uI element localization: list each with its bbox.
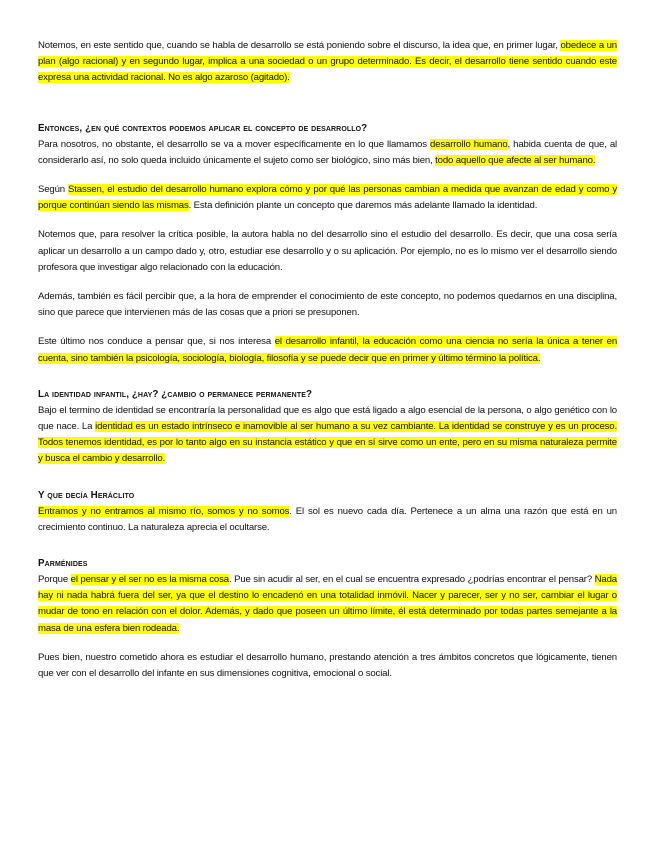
paragraph-identidad: Bajo el termino de identidad se encontraría la personalidad que es algo que está ligado a algo esencial de la persona, o algo genético con lo que nace. La identidad es un estado intrínseco e inamovible al ser humano a su vez cambiante. La identidad se construye y es un proceso. Todos tenemos identidad, es por lo tanto algo en su instancia estático y que en sí sirve como un ente, pero en su misma naturaleza permite y busca el cambio y desarrollo. xyxy=(38,404,617,465)
paragraph-desarrollo-infantil: Este último nos conduce a pensar que, si nos interesa el desarrollo infantil, la educación como una ciencia no sería la única a tener en cuenta, sino también la psicología, sociología, biología, filosofía y se puede decir que en primer y último término la política. xyxy=(38,336,617,364)
paragraph-heraclito: Entramos y no entramos al mismo río, somos y no somos. El sol es nuevo cada día. Pertenece a un alma una razón que está en un crecimiento continuo. La naturaleza aprecia el ocultarse. xyxy=(38,505,617,533)
paragraph-disciplina: Además, también es fácil percibir que, a la hora de emprender el conocimiento de este concepto, no podemos quedarnos en una disciplina, sino que parece que intervienen más de las cosas que a priori se presuponen. xyxy=(38,291,617,319)
paragraph-parmenides: Porque el pensar y el ser no es la misma cosa. Pue sin acudir al ser, en el cual se encuentra expresado ¿podrías encontrar el pensar? Nada hay ni nada habrá fuera del ser, ya que el destino lo encadenó en una totalidad inmóvil. Nacer y parecer, ser y no ser, cambiar el lugar o mudar de tono en relación con el dolor. Además, y dado que poseen un último límite, él está determinado por todas partes semejante a la masa de una esfera bien rodeada. xyxy=(38,574,617,634)
highlight: desarrollo humano xyxy=(430,138,508,150)
paragraph-cometido: Pues bien, nuestro cometido ahora es estudiar el desarrollo humano, prestando atención a tres ámbitos concretos que lógicamente, tienen que ver con el desarrollo del infante en sus dimensiones cognitiva, emocional o social. xyxy=(38,651,617,680)
paragraph-desarrollo-plan: Notemos, en este sentido que, cuando se habla de desarrollo se está poniendo sobre el discurso, la idea que, en primer lugar, obedece a un plan (algo racional) y en segundo lugar, implica a una sociedad o un grupo determinado. Es decir, el desarrollo tiene sentido cuando este expresa una actividad racional. No es algo azaroso (agitado). xyxy=(38,40,617,84)
highlight: el pensar y el ser no es la misma cosa xyxy=(70,574,229,586)
highlight: identidad es un estado intrínseco e inamovible al ser humano a su vez cambiante. La identidad se construye y es un proceso. Todos tenemos identidad, es por lo tanto algo en su instancia estático y que en sí sirve como un ente, pero en su misma naturaleza permite y busca el cambio y desarrollo. xyxy=(38,421,617,465)
paragraph-stassen: Según Stassen, el estudio del desarrollo humano explora cómo y por qué las personas cambian a medida que avanzan de edad y como y porque continúan siendo las mismas. Esta definición plante un concepto que daremos más adelante llamado la identidad. xyxy=(38,184,617,212)
highlight: Stassen, el estudio del desarrollo humano explora cómo y por qué las personas cambian a medida que avanzan de edad y como y porque continúan siendo las mismas xyxy=(38,184,617,212)
paragraph-critica: Notemos que, para resolver la crítica posible, la autora habla no del desarrollo sino el estudio del desarrollo. Es decir, que una cosa sería aplicar un desarrollo a un campo dado y, otro, estudiar ese desarrollo y o su aplicación. Por ejemplo, no es lo mismo ver el desarrollo siendo profesora que investigar algo relacionado con la educación. xyxy=(38,229,617,273)
highlight: todo aquello que afecte al ser humano. xyxy=(435,154,596,166)
highlight: el desarrollo infantil, la educación como una ciencia no sería la única a tener en cuenta, sino también la psicología, sociología, biología, filosofía y se puede decir que en primer y último término la política. xyxy=(38,336,617,364)
highlight: obedece a un plan (algo racional) y en segundo lugar, implica a una sociedad o un grupo determinado. Es decir, el desarrollo tiene sentido cuando este expresa una actividad racional. No es algo azaroso (agitado). xyxy=(38,40,617,84)
heading-parmenides: Parménides xyxy=(38,558,88,570)
heading-heraclito: Y que decía Heráclito xyxy=(38,489,135,501)
heading-contextos: Entonces, ¿en qué contextos podemos aplicar el concepto de desarrollo? xyxy=(38,122,368,134)
paragraph-desarrollo-humano: Para nosotros, no obstante, el desarrollo se va a mover específicamente en lo que llamamos desarrollo humano, habida cuenta de que, al considerarlo así, no solo queda incluido únicamente el sujeto como ser biológico, sino más bien, todo aquello que afecte al ser humano. xyxy=(38,138,617,166)
highlight: Nada hay ni nada habrá fuera del ser, ya que el destino lo encadenó en una totalidad inmóvil. Nacer y parecer, ser y no ser, cambiar el lugar o mudar de tono en relación con el dolor. Además, y dado que poseen un último límite, él está determinado por todas partes semejante a la masa de una esfera bien rodeada. xyxy=(38,574,617,634)
highlight: Entramos y no entramos al mismo río, somos y no somos xyxy=(38,505,290,517)
heading-identidad: La identidad infantil, ¿hay? ¿cambio o permanece permanente? xyxy=(38,388,313,400)
